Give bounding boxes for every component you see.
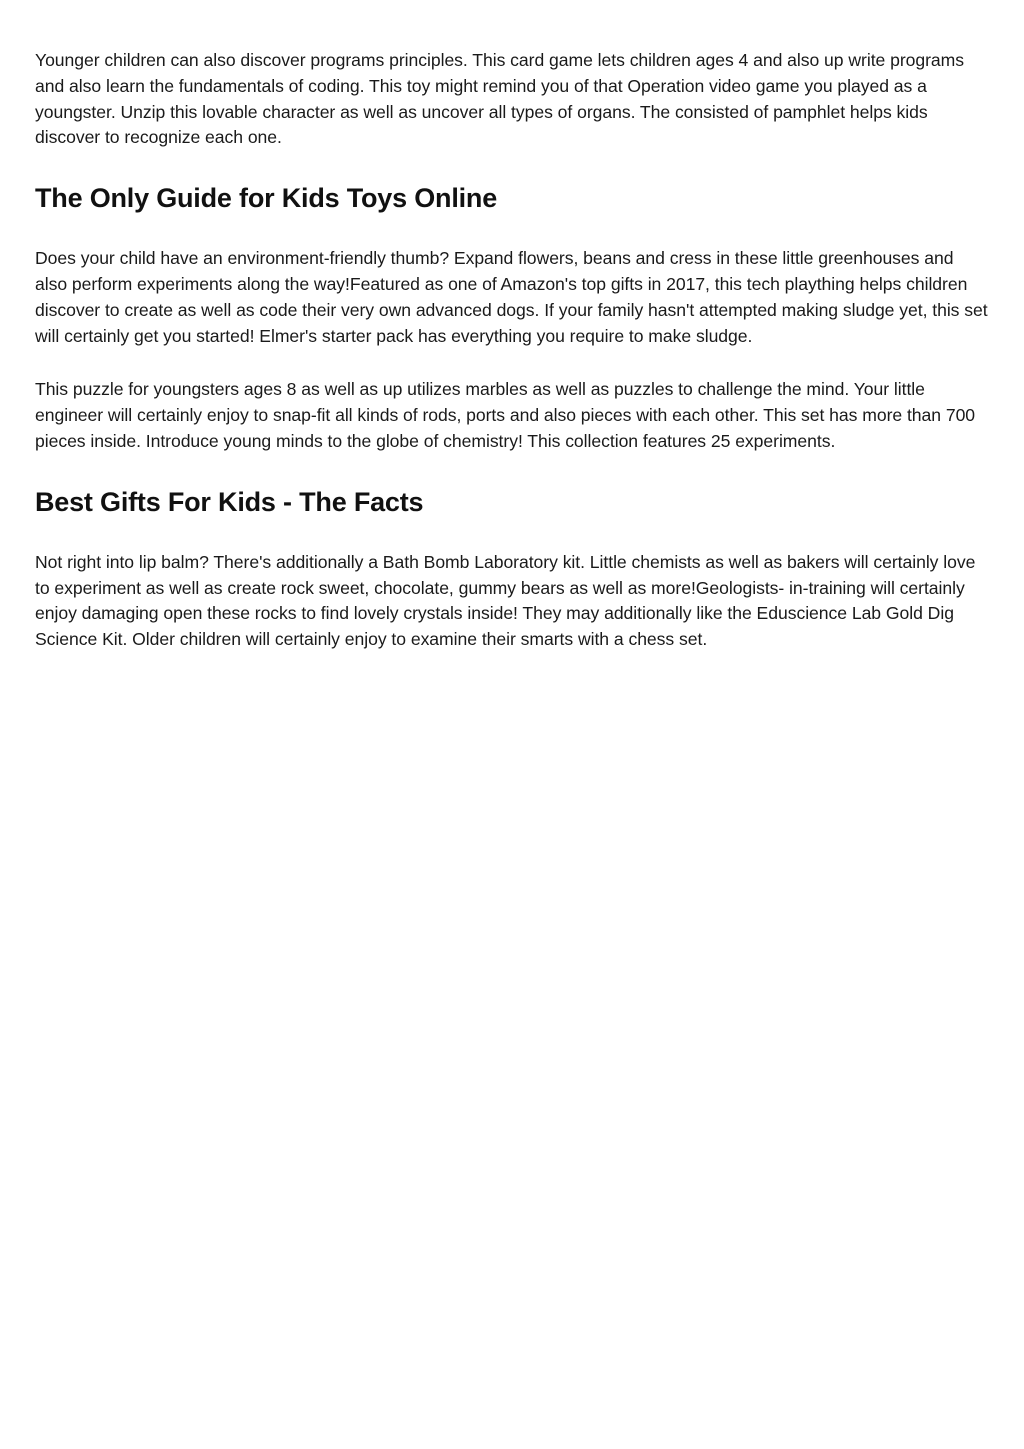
paragraph-puzzle: This puzzle for youngsters ages 8 as well as up utilizes marbles as well as puzzles to challenge the mind. Your little engineer will certainly enjoy to snap-fit all kinds of rods, ports and also pieces with each other. This set has more than 700 pieces inside. Introduce young minds to the globe of chemistry! This collection features 25 experiments. <box>35 379 976 451</box>
paragraph-lip-balm: Not right into lip balm? There's additionally a Bath Bomb Laboratory kit. Little chemists as well as bakers will certainly love to experiment as well as create rock sweet, chocolate, gummy bears as well as more!Geologists- in-training will certainly enjoy damaging open these rocks to find lovely crystals inside! They may additionally like the Eduscience Lab Gold Dig Science Kit. Older children will certainly enjoy to examine their smarts with a chess set. <box>35 551 976 650</box>
section-heading-best-gifts: Best Gifts For Kids - The Facts <box>35 486 424 517</box>
section-heading-kids-toys-online: The Only Guide for Kids Toys Online <box>35 183 498 214</box>
paragraph-intro: Younger children can also discover programs principles. This card game lets children ages 4 and also up write programs and also learn the fundamentals of coding. This toy might remind you of that Operation video game you played as a youngster. Unzip this lovable character as well as uncover all types of organs. The consisted of pamphlet helps kids discover to recognize each one. <box>35 50 965 148</box>
paragraph-green-thumb: Does your child have an environment-friendly thumb? Expand flowers, beans and cress in these little greenhouses and also perform experiments along the way!Featured as one of Amazon's top gifts in 2017, this tech plaything helps children discover to create as well as code their very own advanced dogs. If your family hasn't attempted making sludge yet, this set will certainly get you started! Elmer's starter pack has everything you require to make sludge. <box>35 248 988 346</box>
